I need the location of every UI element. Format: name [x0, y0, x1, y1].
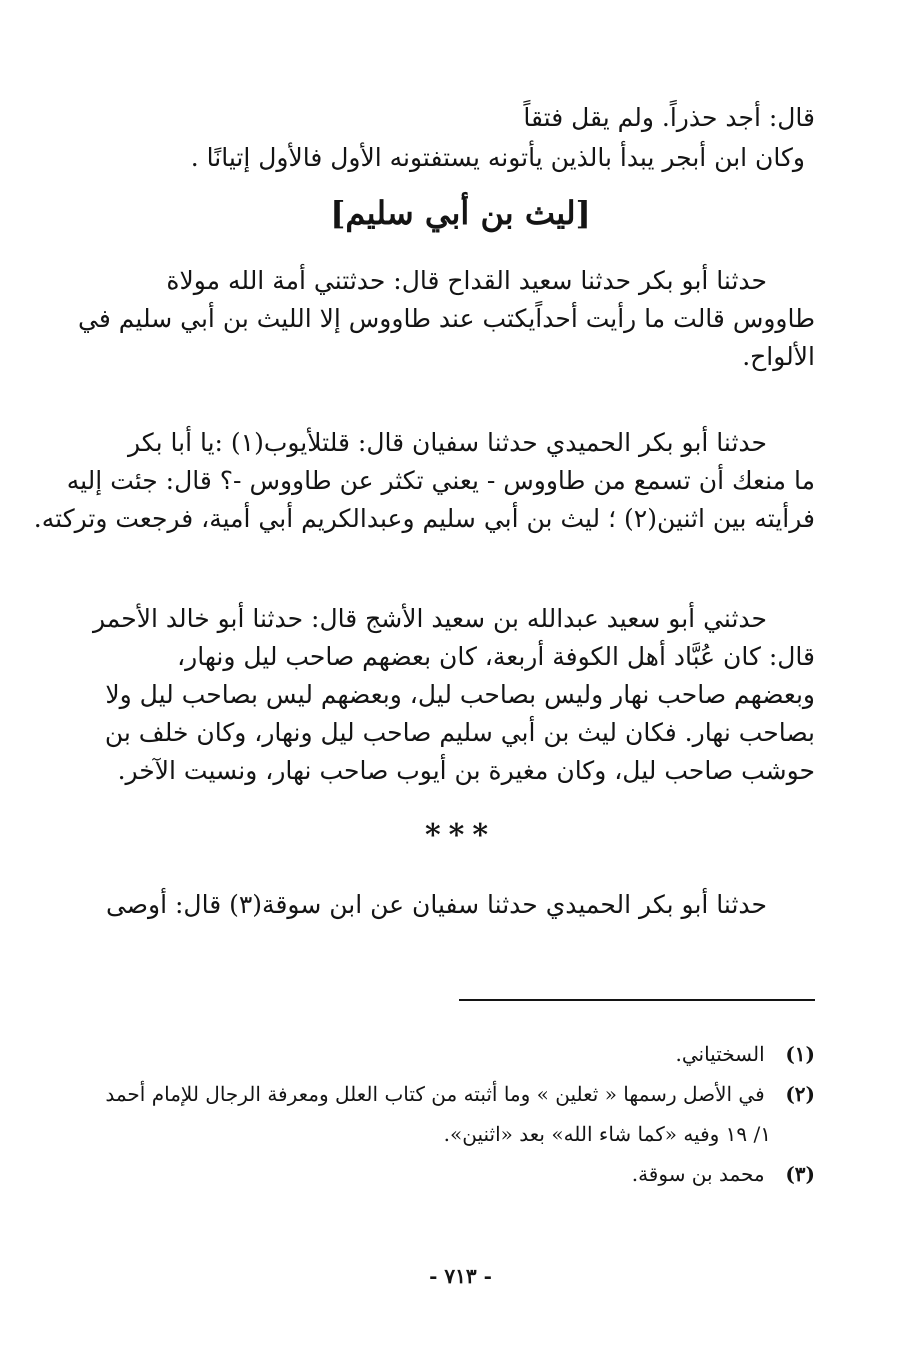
footnote-text: السختياني. [675, 1042, 765, 1066]
footnote-text: محمد بن سوقة. [631, 1162, 765, 1186]
footnote-2-continuation: ١/ ١٩ وفيه «كما شاء الله» بعد «اثنين». [443, 1122, 771, 1146]
paragraph-2 [33, 424, 815, 538]
intro-line-1: قال: أجد حذراً. ولم يقل فتقاً [523, 103, 815, 132]
footnote-divider [459, 999, 815, 1001]
paragraph-line: حدثنا أبو بكر الحميدي حدثنا سفيان عن ابن سوقة(٣) قال: أوصى [105, 890, 767, 919]
paragraph-line: ما منعك أن تسمع من طاووس - يعني تكثر عن طاووس -؟ قال: جئت إليه [66, 466, 815, 495]
page-number: - ٧١٣ - [429, 1264, 492, 1288]
footnote-number: (٢) [785, 1082, 815, 1106]
intro-lines [103, 98, 815, 178]
footnote-3 [103, 1154, 815, 1194]
section-separator: *** [424, 818, 497, 853]
paragraph-3 [93, 600, 815, 790]
footnote-1 [103, 1034, 815, 1074]
paragraph-line: بصاحب نهار. فكان ليث بن أبي سليم صاحب ليل ونهار، وكان خلف بن [104, 718, 815, 747]
intro-line-2: وكان ابن أبجر يبدأ بالذين يأتونه يستفتونه الأول فالأول إتيانًا . [190, 143, 805, 172]
footnote-number: (٣) [785, 1162, 815, 1186]
paragraph-line: قال: كان عُبَّاد أهل الكوفة أربعة، كان بعضهم صاحب ليل ونهار، [177, 642, 815, 671]
footnote-2 [103, 1074, 815, 1114]
paragraph-line: حدثني أبو سعيد عبدالله بن سعيد الأشج قال: حدثنا أبو خالد الأحمر [93, 604, 767, 633]
paragraph-line: حدثنا أبو بكر الحميدي حدثنا سفيان قال: قلتلأيوب(١) :يا أبا بكر [127, 428, 767, 457]
footnotes [103, 1034, 815, 1194]
section-heading: [ليث بن أبي سليم] [330, 194, 591, 232]
paragraph-line: فرأيته بين اثنين(٢) ؛ ليث بن أبي سليم وعبدالكريم أبي أمية، فرجعت وتركته. [33, 504, 815, 533]
paragraph-4 [103, 886, 815, 924]
paragraph-line: طاووس قالت ما رأيت أحداًيكتب عند طاووس إلا الليث بن أبي سليم في [78, 304, 815, 333]
paragraph-line: حدثنا أبو بكر حدثنا سعيد القداح قال: حدثتني أمة الله مولاة [166, 266, 767, 295]
footnote-number: (١) [785, 1042, 815, 1066]
paragraph-line: الألواح. [742, 342, 815, 371]
paragraph-line: وبعضهم صاحب نهار وليس بصاحب ليل، وبعضهم ليس بصاحب ليل ولا [105, 680, 815, 709]
footnote-text: في الأصل رسمها « ثعلين » وما أثبته من كتاب العلل ومعرفة الرجال للإمام أحمد [105, 1082, 765, 1106]
paragraph-1 [78, 262, 815, 376]
paragraph-line: حوشب صاحب ليل، وكان مغيرة بن أيوب صاحب نهار، ونسيت الآخر. [117, 756, 815, 785]
